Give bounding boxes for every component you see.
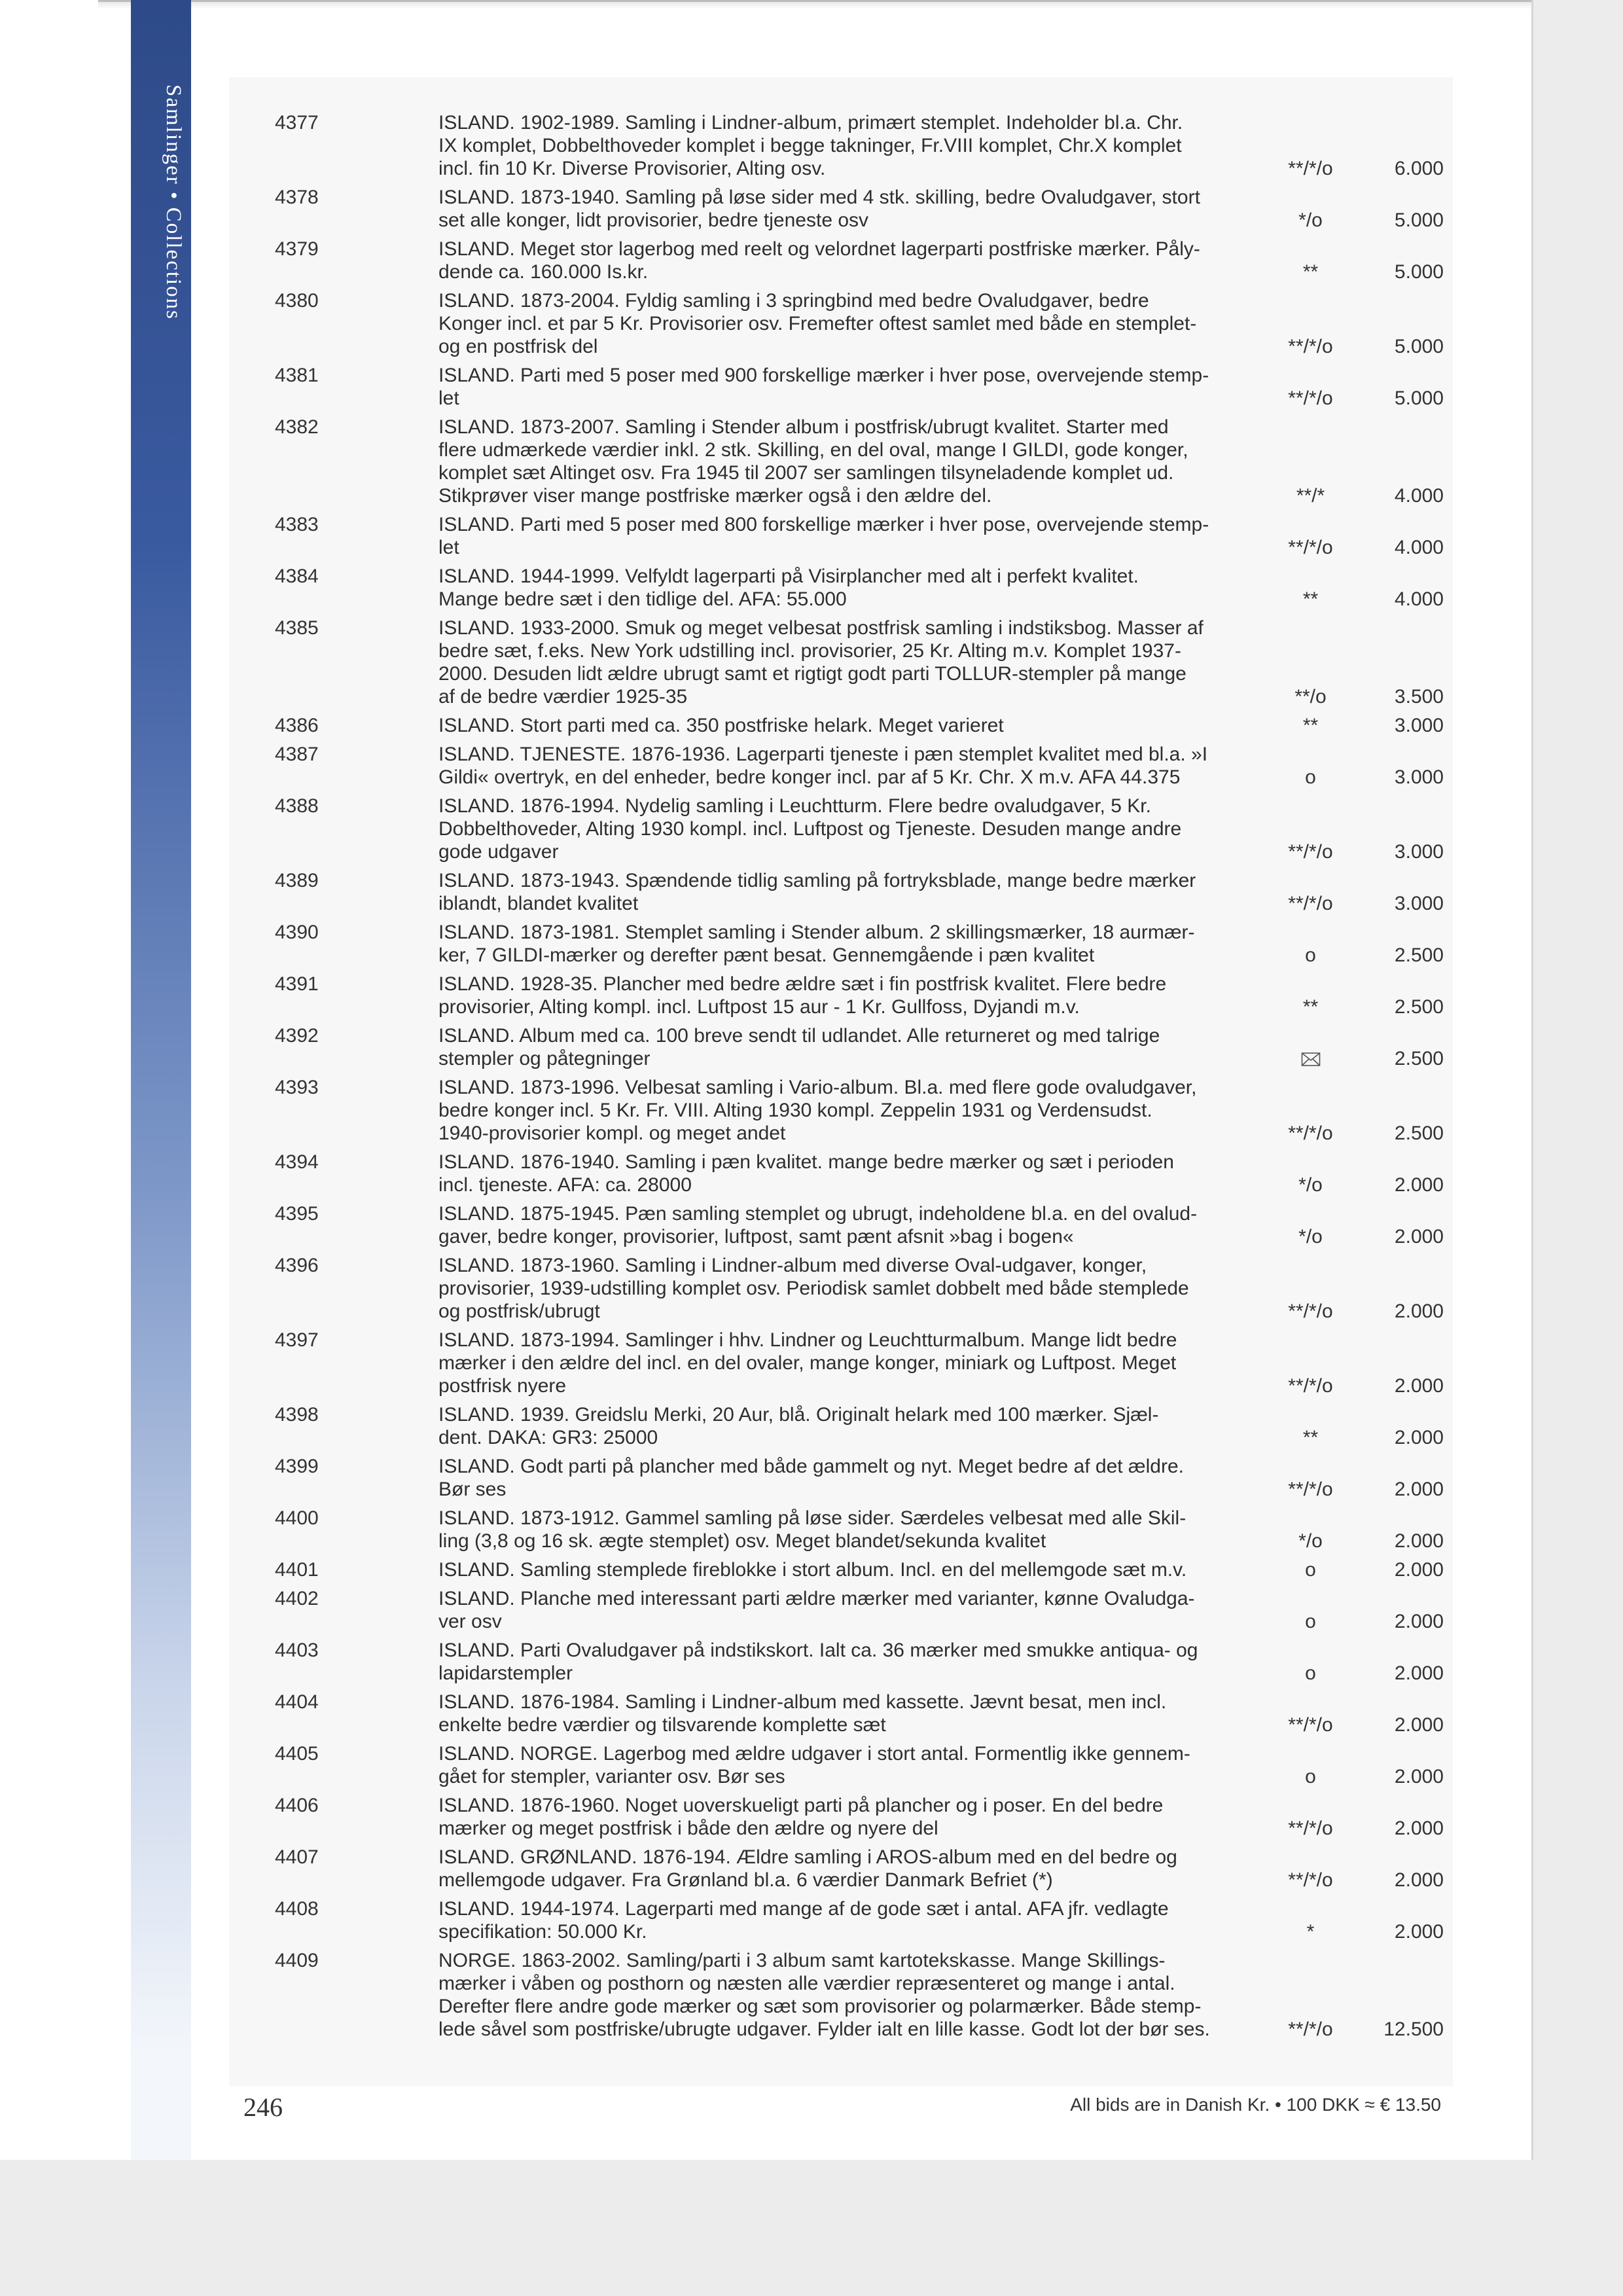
lot-description (438, 1151, 1253, 1196)
description-line: ker, 7 GILDI-mærker og derefter pænt besat. Gennemgående i pæn kvalitet (438, 944, 1095, 966)
description-line: gode udgaver (438, 841, 559, 863)
section-side-tab (131, 0, 191, 2160)
lot-number: 4389 (275, 870, 319, 891)
lot-description (438, 1403, 1253, 1449)
description-line: 2000. Desuden lidt ældre ubrugt samt et rigtigt godt parti TOLLUR-stempler på mange (438, 663, 1186, 685)
description-line: let (438, 537, 459, 558)
lot-number: 4377 (275, 112, 319, 134)
lot-condition: **/*/o (1288, 1122, 1333, 1144)
lot-condition: **/o (1294, 686, 1327, 708)
lot-number: 4391 (275, 973, 319, 995)
description-line: set alle konger, lidt provisorier, bedre tjeneste osv (438, 209, 869, 231)
lot-description (438, 1076, 1253, 1145)
lot-description (438, 238, 1253, 283)
lot-description (438, 1587, 1253, 1633)
page-number: 246 (243, 2092, 283, 2122)
lot-price: 6.000 (1394, 158, 1444, 179)
lot-description (438, 869, 1253, 915)
lot-price: 2.000 (1394, 1559, 1444, 1581)
description-line: ISLAND. Album med ca. 100 breve sendt til udlandet. Alle returneret og med talrige (438, 1025, 1160, 1047)
description-line: gaver, bedre konger, provisorier, luftpost, samt pænt afsnit »bag i bogen« (438, 1226, 1074, 1247)
description-line: 1940-provisorier kompl. og meget andet (438, 1122, 786, 1144)
lot-price: 2.000 (1394, 1611, 1444, 1632)
description-line: bedre sæt, f.eks. New York udstilling incl. provisorier, 25 Kr. Alting m.v. Komplet 1937- (438, 640, 1181, 662)
lot-description (438, 617, 1253, 708)
lot-price: 2.000 (1394, 1174, 1444, 1196)
lot-number: 4406 (275, 1795, 319, 1816)
lot-condition: * (1306, 1921, 1315, 1943)
lot-number: 4392 (275, 1025, 319, 1047)
lot-description (438, 1691, 1253, 1736)
lot-description (438, 1639, 1253, 1685)
lot-price: 3.000 (1394, 841, 1444, 863)
description-line: ISLAND. 1873-1960. Samling i Lindner-album med diverse Oval-udgaver, konger, (438, 1255, 1147, 1276)
lot-price: 2.000 (1394, 1226, 1444, 1247)
description-line: ISLAND. 1873-1996. Velbesat samling i Vario-album. Bl.a. med flere gode ovaludgaver, (438, 1077, 1197, 1098)
description-line: IX komplet, Dobbelthoveder komplet i begge takninger, Fr.VIII komplet, Chr.X komplet (438, 135, 1182, 156)
description-line: ISLAND. 1944-1974. Lagerparti med mange af de gode sæt i antal. AFA jfr. vedlagte (438, 1898, 1169, 1920)
lot-price: 2.500 (1394, 1048, 1444, 1069)
lot-number: 4394 (275, 1151, 319, 1173)
lot-condition: **/*/o (1288, 336, 1333, 357)
description-line: ISLAND. Stort parti med ca. 350 postfriske helark. Meget varieret (438, 715, 1004, 736)
lot-price: 5.000 (1394, 336, 1444, 357)
lot-number: 4407 (275, 1846, 319, 1868)
description-line: Mange bedre sæt i den tidlige del. AFA: 55.000 (438, 588, 847, 610)
lot-description (438, 1455, 1253, 1501)
lot-price: 2.000 (1394, 1662, 1444, 1684)
lot-description (438, 111, 1253, 180)
lot-number: 4397 (275, 1329, 319, 1351)
description-line: ISLAND. Godt parti på plancher med både gammelt og nyt. Meget bedre af det ældre. (438, 1456, 1184, 1477)
description-line: lede såvel som postfriske/ubrugte udgaver. Fylder ialt en lille kasse. Godt lot der bør ses. (438, 2018, 1210, 2040)
lot-price: 2.000 (1394, 1300, 1444, 1322)
description-line: ISLAND. Planche med interessant parti ældre mærker med varianter, kønne Ovaludga- (438, 1588, 1195, 1609)
lot-number: 4388 (275, 795, 319, 817)
lot-description (438, 1846, 1253, 1892)
lot-number: 4380 (275, 290, 319, 312)
description-line: ISLAND. 1873-2007. Samling i Stender album i postfrisk/ubrugt kvalitet. Starter med (438, 416, 1169, 438)
description-line: ISLAND. 1902-1989. Samling i Lindner-album, primært stemplet. Indeholder bl.a. Chr. (438, 112, 1183, 134)
lot-description (438, 1254, 1253, 1323)
lot-description (438, 973, 1253, 1018)
description-line: flere udmærkede værdier inkl. 2 stk. Skilling, en del oval, mange I GILDI, gode konger, (438, 439, 1188, 461)
lot-condition: o (1305, 766, 1316, 788)
lot-condition: **/*/o (1288, 1300, 1333, 1322)
description-line: specifikation: 50.000 Kr. (438, 1921, 647, 1943)
description-line: provisorier, 1939-udstilling komplet osv. Periodisk samlet dobbelt med både stemplede (438, 1278, 1189, 1299)
lot-price: 2.000 (1394, 1479, 1444, 1500)
lot-condition: ** (1302, 715, 1319, 736)
description-line: ISLAND. 1875-1945. Pæn samling stemplet og ubrugt, indeholdene bl.a. en del ovalud- (438, 1203, 1198, 1225)
description-line: ISLAND. 1873-1940. Samling på løse sider med 4 stk. skilling, bedre Ovaludgaver, stort (438, 187, 1200, 208)
lot-number: 4404 (275, 1691, 319, 1713)
lot-description (438, 513, 1253, 559)
lot-condition: **/*/o (1288, 1869, 1333, 1891)
lot-description (438, 1202, 1253, 1248)
description-line: ISLAND. TJENESTE. 1876-1936. Lagerparti tjeneste i pæn stemplet kvalitet med bl.a. »I (438, 744, 1208, 765)
description-line: let (438, 387, 459, 409)
lot-condition: o (1305, 1766, 1316, 1787)
lot-description (438, 1742, 1253, 1788)
lot-description (438, 1329, 1253, 1397)
lot-number: 4400 (275, 1507, 319, 1529)
description-line: bedre konger incl. 5 Kr. Fr. VIII. Alting 1930 kompl. Zeppelin 1931 og Verdensudst. (438, 1100, 1152, 1121)
page-edge (1531, 0, 1533, 2296)
description-line: ISLAND. 1876-1940. Samling i pæn kvalitet. mange bedre mærker og sæt i perioden (438, 1151, 1174, 1173)
description-line: provisorier, Alting kompl. incl. Luftpost 15 aur - 1 Kr. Gullfoss, Dyjandi m.v. (438, 996, 1080, 1018)
lot-price: 2.000 (1394, 1530, 1444, 1552)
description-line: ISLAND. 1873-2004. Fyldig samling i 3 springbind med bedre Ovaludgaver, bedre (438, 290, 1149, 312)
description-line: af de bedre værdier 1925-35 (438, 686, 688, 708)
lot-condition: o (1305, 944, 1316, 966)
lot-number: 4381 (275, 365, 319, 386)
lot-listing (229, 77, 1453, 2087)
lot-condition: */o (1298, 1226, 1323, 1247)
lot-price: 2.000 (1394, 1818, 1444, 1839)
description-line: enkelte bedre værdier og tilsvarende komplette sæt (438, 1714, 886, 1736)
lot-number: 4395 (275, 1203, 319, 1225)
lot-condition: **/* (1296, 485, 1325, 507)
lot-price: 2.500 (1394, 1122, 1444, 1144)
lot-description (438, 795, 1253, 863)
description-line: og postfrisk/ubrugt (438, 1300, 600, 1322)
description-line: ISLAND. 1873-1994. Samlinger i hhv. Lindner og Leuchtturmalbum. Mange lidt bedre (438, 1329, 1177, 1351)
description-line: Stikprøver viser mange postfriske mærker også i den ældre del. (438, 485, 992, 507)
description-line: mærker og meget postfrisk i både den ældre og nyere del (438, 1818, 938, 1839)
lot-price: 12.500 (1383, 2018, 1444, 2040)
lot-price: 2.000 (1394, 1375, 1444, 1397)
lot-description (438, 921, 1253, 967)
lot-price: 2.000 (1394, 1921, 1444, 1943)
description-line: ISLAND. 1939. Greidslu Merki, 20 Aur, blå. Originalt helark med 100 mærker. Sjæl- (438, 1404, 1159, 1426)
lot-description (438, 289, 1253, 358)
lot-number: 4405 (275, 1743, 319, 1765)
lot-description (438, 1794, 1253, 1840)
description-line: ISLAND. 1876-1960. Noget uoverskueligt parti på plancher og i poser. En del bedre (438, 1795, 1164, 1816)
description-line: NORGE. 1863-2002. Samling/parti i 3 album samt kartotekskasse. Mange Skillings- (438, 1950, 1166, 1971)
lot-condition: **/*/o (1288, 1375, 1333, 1397)
lot-number: 4401 (275, 1559, 319, 1581)
lot-number: 4383 (275, 514, 319, 535)
lot-number: 4393 (275, 1077, 319, 1098)
lot-condition: ** (1302, 1427, 1319, 1448)
lot-condition: o (1305, 1662, 1316, 1684)
lot-number: 4402 (275, 1588, 319, 1609)
lot-price: 4.000 (1394, 485, 1444, 507)
description-line: ISLAND. Parti Ovaludgaver på indstikskort. Ialt ca. 36 mærker med smukke antiqua- og (438, 1640, 1198, 1661)
lot-number: 4403 (275, 1640, 319, 1661)
lot-condition: **/*/o (1288, 1818, 1333, 1839)
page-margin-right (1531, 0, 1623, 2296)
lot-condition: **/*/o (1288, 387, 1333, 409)
description-line: ISLAND. 1873-1981. Stemplet samling i Stender album. 2 skillingsmærker, 18 aurmær- (438, 922, 1195, 943)
section-label: Samlinger • Collections (162, 84, 185, 321)
lot-condition: **/*/o (1288, 841, 1333, 863)
lot-price: 4.000 (1394, 588, 1444, 610)
lot-number: 4408 (275, 1898, 319, 1920)
description-line: incl. fin 10 Kr. Diverse Provisorier, Alting osv. (438, 158, 826, 179)
description-line: ISLAND. 1876-1984. Samling i Lindner-album med kassette. Jævnt besat, men incl. (438, 1691, 1167, 1713)
lot-price: 2.000 (1394, 1714, 1444, 1736)
description-line: Konger incl. et par 5 Kr. Provisorier osv. Fremefter oftest samlet med både en stemplet- (438, 313, 1197, 334)
description-line: mærker i den ældre del incl. en del ovaler, mange konger, miniark og Luftpost. Meget (438, 1352, 1177, 1374)
lot-condition: */o (1298, 1174, 1323, 1196)
lot-price: 2.500 (1394, 944, 1444, 966)
lot-price: 3.000 (1394, 893, 1444, 914)
lot-price: 4.000 (1394, 537, 1444, 558)
description-line: ISLAND. 1873-1912. Gammel samling på løse sider. Særdeles velbesat med alle Skil- (438, 1507, 1186, 1529)
lot-number: 4399 (275, 1456, 319, 1477)
description-line: postfrisk nyere (438, 1375, 567, 1397)
lot-price: 3.500 (1394, 686, 1444, 708)
lot-number: 4387 (275, 744, 319, 765)
lot-number: 4382 (275, 416, 319, 438)
lot-description (438, 565, 1253, 611)
lot-description (438, 416, 1253, 507)
lot-price: 5.000 (1394, 209, 1444, 231)
description-line: ISLAND. 1933-2000. Smuk og meget velbesat postfrisk samling i indstiksbog. Masser af (438, 617, 1204, 639)
lot-price: 2.000 (1394, 1766, 1444, 1787)
currency-note: All bids are in Danish Kr. • 100 DKK ≈ € 13.50 (1070, 2094, 1441, 2115)
lot-description (438, 364, 1253, 410)
lot-condition: **/*/o (1288, 158, 1333, 179)
lot-number: 4385 (275, 617, 319, 639)
description-line: Gildi« overtryk, en del enheder, bedre konger incl. par af 5 Kr. Chr. X m.v. AFA 44.375 (438, 766, 1181, 788)
lot-condition: ** (1302, 261, 1319, 283)
lot-description (438, 1024, 1253, 1070)
lot-price: 3.000 (1394, 715, 1444, 736)
description-line: dent. DAKA: GR3: 25000 (438, 1427, 658, 1448)
description-line: ISLAND. Meget stor lagerbog med reelt og velordnet lagerparti postfriske mærker. Påly- (438, 238, 1200, 260)
description-line: mellemgode udgaver. Fra Grønland bl.a. 6 værdier Danmark Befriet (*) (438, 1869, 1053, 1891)
description-line: ISLAND. Parti med 5 poser med 900 forskellige mærker i hver pose, overvejende stemp- (438, 365, 1209, 386)
lot-number: 4390 (275, 922, 319, 943)
lot-number: 4384 (275, 565, 319, 587)
lot-condition: ** (1302, 996, 1319, 1018)
description-line: ISLAND. 1944-1999. Velfyldt lagerparti på Visirplancher med alt i perfekt kvalitet. (438, 565, 1139, 587)
description-line: ISLAND. NORGE. Lagerbog med ældre udgaver i stort antal. Formentlig ikke gennem- (438, 1743, 1190, 1765)
lot-condition: **/*/o (1288, 537, 1333, 558)
description-line: gået for stempler, varianter osv. Bør ses (438, 1766, 785, 1787)
lot-description (438, 1897, 1253, 1943)
description-line: komplet sæt Altinget osv. Fra 1945 til 2007 ser samlingen tilsyneladende komplet ud. (438, 462, 1174, 484)
page-top-edge (98, 0, 1531, 2)
lot-number: 4379 (275, 238, 319, 260)
lot-condition: o (1305, 1611, 1316, 1632)
description-line: incl. tjeneste. AFA: ca. 28000 (438, 1174, 692, 1196)
description-line: ling (3,8 og 16 sk. ægte stemplet) osv. Meget blandet/sekunda kvalitet (438, 1530, 1046, 1552)
lot-price: 2.000 (1394, 1427, 1444, 1448)
description-line: Derefter flere andre gode mærker og sæt som provisorier og polarmærker. Både stemp- (438, 1996, 1202, 2017)
lot-price: 5.000 (1394, 261, 1444, 283)
description-line: ISLAND. GRØNLAND. 1876-194. Ældre samling i AROS-album med en del bedre og (438, 1846, 1177, 1868)
description-line: og en postfrisk del (438, 336, 598, 357)
lot-condition: o (1305, 1559, 1316, 1581)
lot-price: 5.000 (1394, 387, 1444, 409)
lot-number: 4386 (275, 715, 319, 736)
lot-price: 2.500 (1394, 996, 1444, 1018)
lot-condition: **/*/o (1288, 2018, 1333, 2040)
lot-condition: **/*/o (1288, 1479, 1333, 1500)
description-line: dende ca. 160.000 Is.kr. (438, 261, 649, 283)
description-line: stempler og påtegninger (438, 1048, 651, 1069)
lot-number: 4378 (275, 187, 319, 208)
description-line: ISLAND. 1873-1943. Spændende tidlig samling på fortryksblade, mange bedre mærker (438, 870, 1196, 891)
description-line: Dobbelthoveder, Alting 1930 kompl. incl. Luftpost og Tjeneste. Desuden mange andre (438, 818, 1182, 840)
lot-condition: */o (1298, 1530, 1323, 1552)
lot-description (438, 1558, 1253, 1581)
description-line: iblandt, blandet kvalitet (438, 893, 639, 914)
lot-number: 4396 (275, 1255, 319, 1276)
description-line: ISLAND. Parti med 5 poser med 800 forskellige mærker i hver pose, overvejende stemp- (438, 514, 1209, 535)
lot-condition: */o (1298, 209, 1323, 231)
lot-description (438, 1949, 1253, 2041)
envelope-icon (1301, 1052, 1321, 1067)
lot-description (438, 714, 1253, 737)
page-margin-bottom (0, 2160, 1623, 2296)
description-line: ver osv (438, 1611, 502, 1632)
lot-description (438, 1507, 1253, 1552)
lot-price: 2.000 (1394, 1869, 1444, 1891)
lot-condition: **/*/o (1288, 893, 1333, 914)
lot-description (438, 186, 1253, 232)
description-line: Bør ses (438, 1479, 507, 1500)
lot-number: 4398 (275, 1404, 319, 1426)
lot-price: 3.000 (1394, 766, 1444, 788)
description-line: lapidarstempler (438, 1662, 573, 1684)
description-line: ISLAND. 1876-1994. Nydelig samling i Leuchtturm. Flere bedre ovaludgaver, 5 Kr. (438, 795, 1151, 817)
description-line: ISLAND. Samling stemplede fireblokke i stort album. Incl. en del mellemgode sæt m.v. (438, 1559, 1187, 1581)
lot-number: 4409 (275, 1950, 319, 1971)
description-line: mærker i våben og posthorn og næsten alle værdier repræsenteret og mange i antal. (438, 1973, 1175, 1994)
description-line: ISLAND. 1928-35. Plancher med bedre ældre sæt i fin postfrisk kvalitet. Flere bedre (438, 973, 1167, 995)
lot-condition: **/*/o (1288, 1714, 1333, 1736)
lot-description (438, 743, 1253, 789)
lot-condition: ** (1302, 588, 1319, 610)
